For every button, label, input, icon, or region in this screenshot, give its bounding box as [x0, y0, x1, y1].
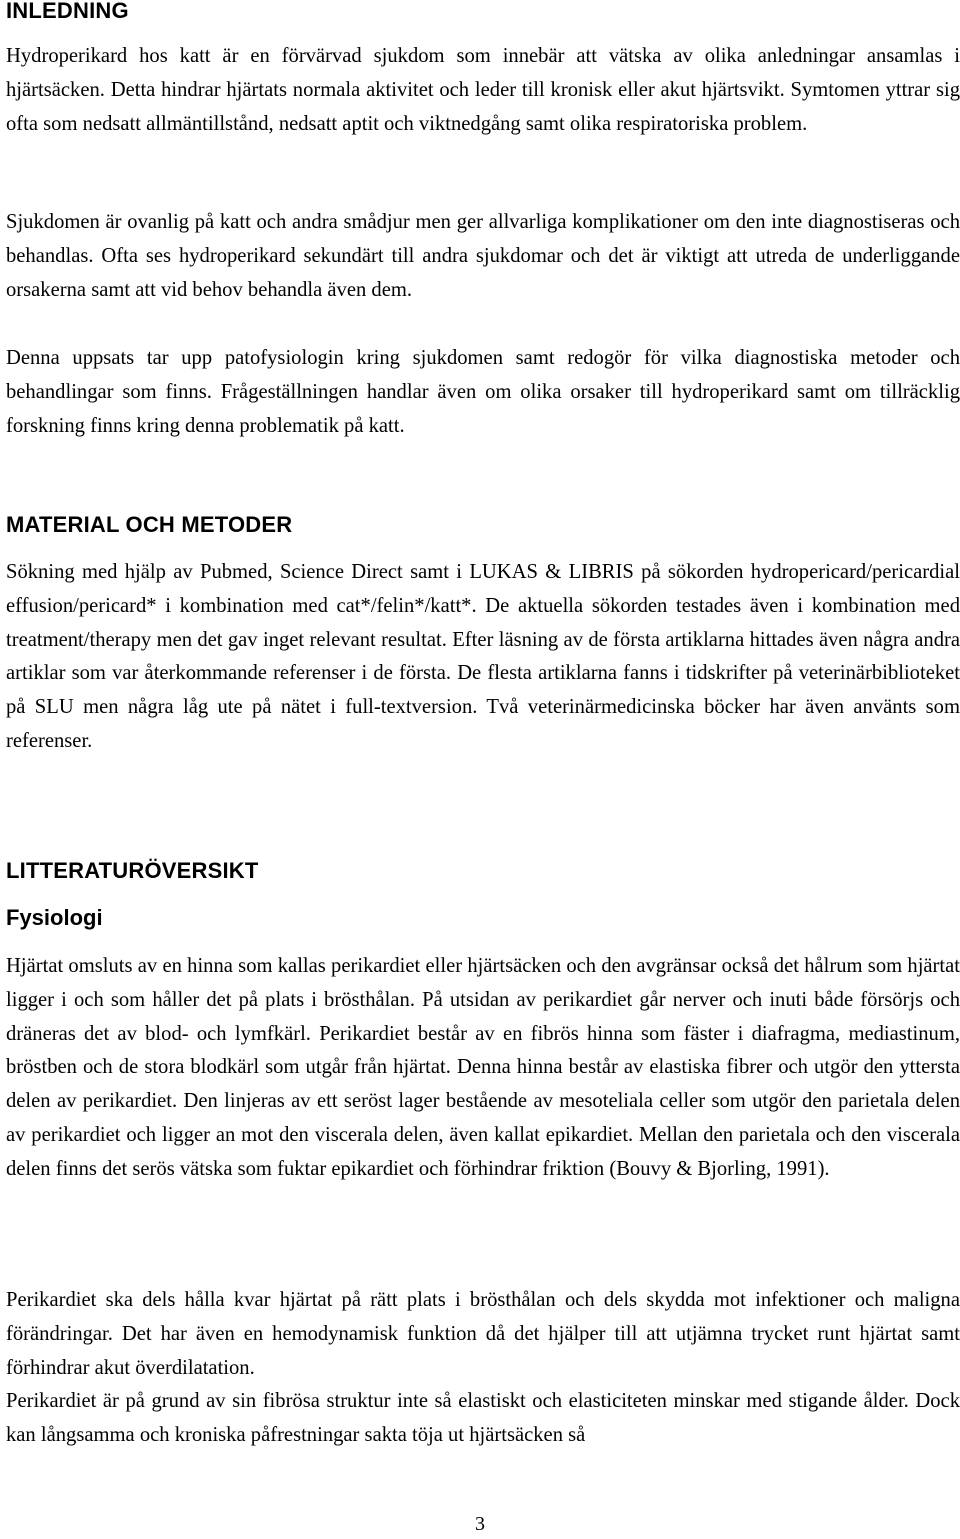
page-number: 3 [475, 1513, 485, 1535]
paragraph-inledning-1: Hydroperikard hos katt är en förvärvad sjukdom som innebär att vätska av olika anledningar ansamlas i hjärtsäcken. Detta hindrar hjärtats normala aktivitet och leder till kronisk eller akut hjärtsvikt. Symtomen yttrar sig ofta som nedsatt allmäntillstånd, nedsatt aptit och viktnedgång samt olika respiratoriska problem. [6, 45, 960, 135]
heading-inledning: INLEDNING [6, 0, 129, 23]
heading-material-och-metoder: MATERIAL OCH METODER [6, 512, 293, 537]
paragraph-fysiologi-3: Perikardiet är på grund av sin fibrösa struktur inte så elastiskt och elasticiteten minskar med stigande ålder. Dock kan långsamma och kroniska påfrestningar sakta töja ut hjärtsäcken så [6, 1390, 960, 1446]
heading-litteraturoversikt: LITTERATURÖVERSIKT [6, 858, 259, 883]
paragraph-inledning-2: Sjukdomen är ovanlig på katt och andra smådjur men ger allvarliga komplikationer om den inte diagnostiseras och behandlas. Ofta ses hydroperikard sekundärt till andra sjukdomar och det är viktigt att utreda de underliggande orsakerna samt att vid behov behandla även dem. [6, 211, 960, 301]
paragraph-material-1: Sökning med hjälp av Pubmed, Science Direct samt i LUKAS & LIBRIS på sökorden hydropericard/pericardial effusion/pericard* i kombination med cat*/felin*/katt*. De aktuella sökorden testades även i kombination med treatment/therapy men det gav inget relevant resultat. Efter läsning av de första artiklarna hittades även några andra artiklar som var återkommande referenser i de första. De flesta artiklarna fanns i tidskrifter på veterinärbiblioteket på SLU men några låg ute på nätet i full-textversion. Två veterinärmedicinska böcker har även använts som referenser. [6, 561, 960, 752]
subheading-fysiologi: Fysiologi [6, 905, 103, 930]
paragraph-fysiologi-2: Perikardiet ska dels hålla kvar hjärtat på rätt plats i brösthålan och dels skydda mot infektioner och maligna förändringar. Det har även en hemodynamisk funktion då det hjälper till att utjämna trycket runt hjärtat samt förhindrar akut överdilatation. [6, 1289, 960, 1379]
paragraph-fysiologi-1: Hjärtat omsluts av en hinna som kallas perikardiet eller hjärtsäcken och den avgränsar också det hålrum som hjärtat ligger i och som håller det på plats i brösthålan. På utsidan av perikardiet går nerver och inuti både försörjs och dräneras det av blod- och lymfkärl. Perikardiet består av en fibrös hinna som fäster i diafragma, mediastinum, bröstben och de stora blodkärl som utgår från hjärtat. Denna hinna består av elastiska fibrer och utgör den yttersta delen av perikardiet. Den linjeras av ett seröst lager bestående av mesoteliala celler som utgör den parietala delen av perikardiet och ligger an mot den viscerala delen, även kallat epikardiet. Mellan den parietala och den viscerala delen finns det serös vätska som fuktar epikardiet och förhindrar friktion (Bouvy & Bjorling, 1991). [6, 955, 960, 1180]
paragraph-inledning-3: Denna uppsats tar upp patofysiologin kring sjukdomen samt redogör för vilka diagnostiska metoder och behandlingar som finns. Frågeställningen handlar även om olika orsaker till hydroperikard samt om tillräcklig forskning finns kring denna problematik på katt. [6, 347, 960, 437]
